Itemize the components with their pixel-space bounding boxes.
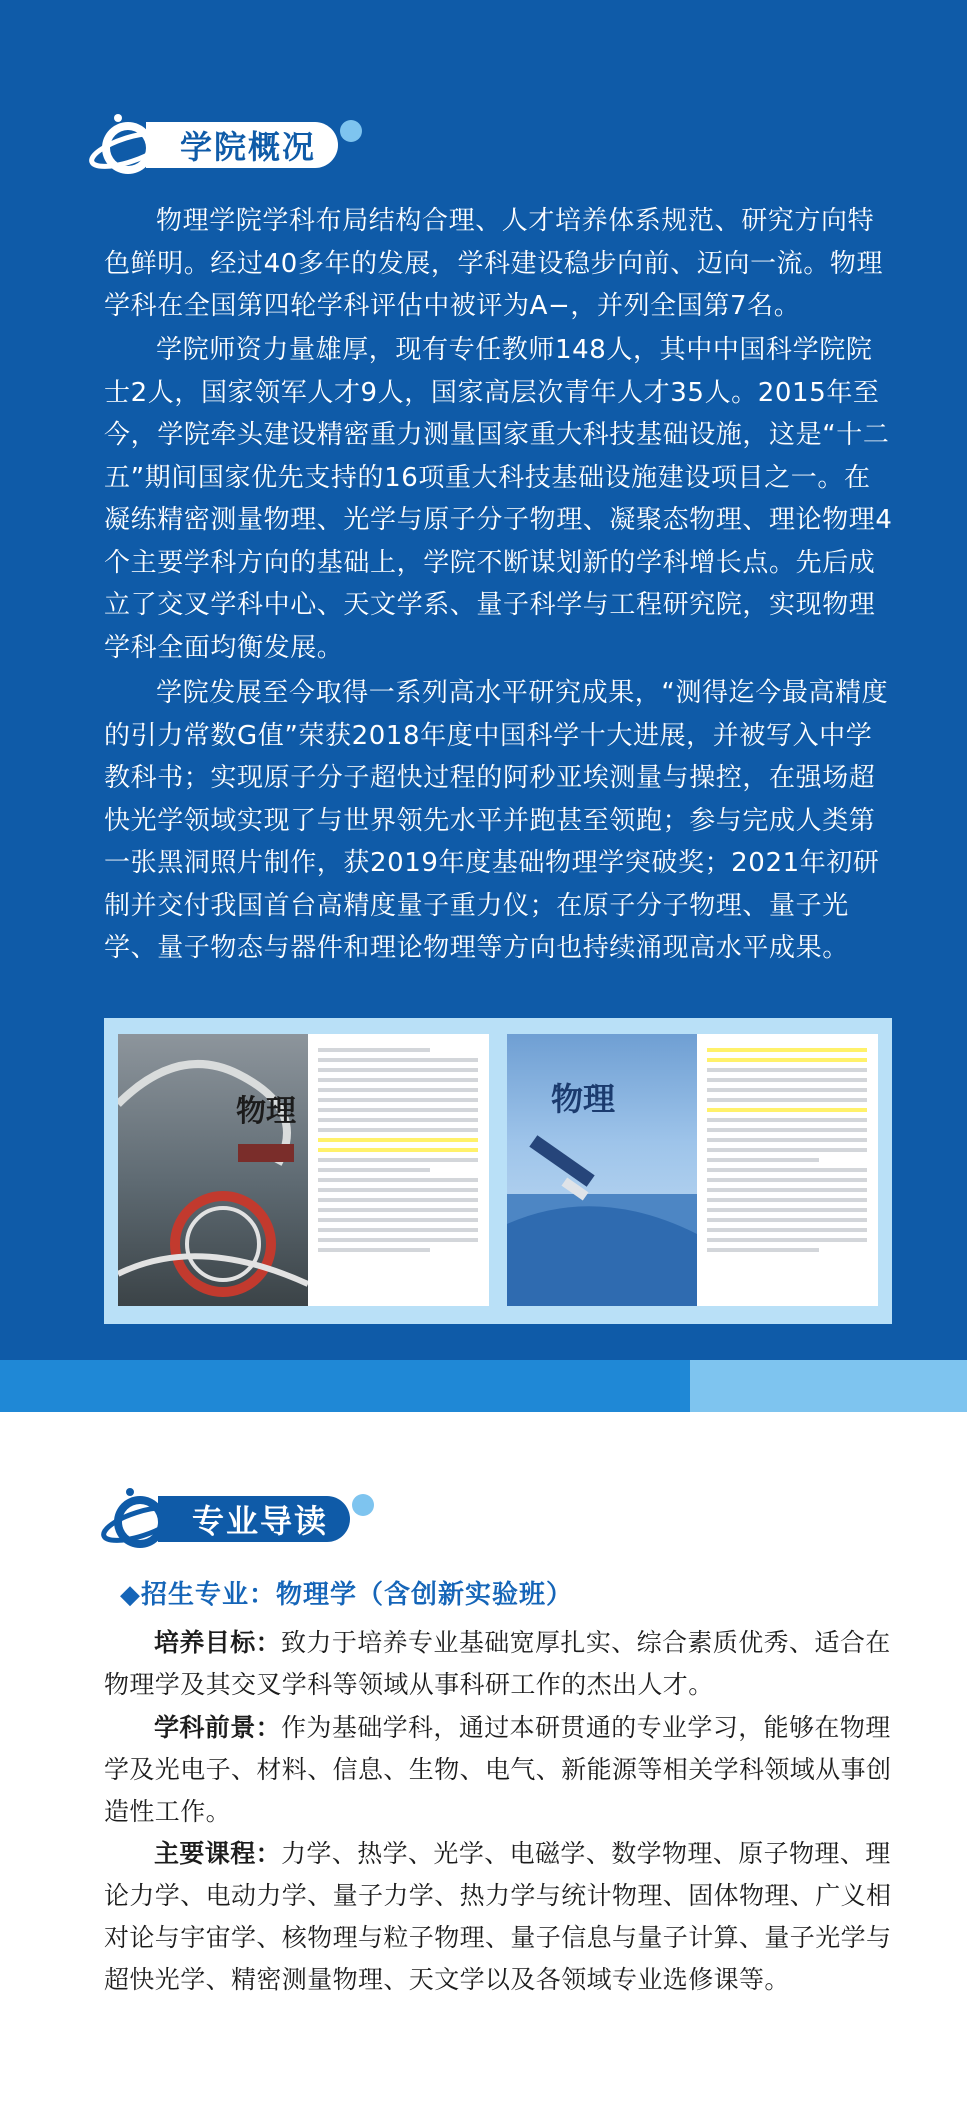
major-item-courses: [104, 1833, 894, 2001]
item-label: 培养目标：: [154, 1628, 282, 1657]
book-page-right: [707, 1048, 867, 1288]
decor-dot: [340, 120, 362, 142]
section-heading-badge-2: [100, 1484, 400, 1544]
item-label: 主要课程：: [154, 1839, 282, 1868]
section-title: 学院概况: [146, 122, 338, 168]
textbook-left: [118, 1034, 489, 1306]
item-text: 致力于培养专业基础宽厚扎实、综合素质优秀、适合在物理学及其交叉学科等领域从事科研工作的杰出人才。: [104, 1628, 891, 1699]
item-label: 学科前景：: [154, 1713, 282, 1742]
item-text: 力学、热学、光学、电磁学、数学物理、原子物理、理论力学、电动力学、量子力学、热力学与统计物理、固体物理、广义相对论与宇宙学、核物理与粒子物理、量子信息与量子计算、量子光学与超快光学、精密测量物理、天文学以及各领域专业选修课等。: [104, 1839, 892, 1994]
item-text: 作为基础学科，通过本研贯通的专业学习，能够在物理学及光电子、材料、信息、生物、电气、新能源等相关学科领域从事创造性工作。: [104, 1713, 892, 1826]
decor-dot: [352, 1494, 374, 1516]
book-cover-right: [507, 1034, 697, 1306]
book-cover-left: [118, 1034, 308, 1306]
major-item-prospect: [104, 1707, 894, 1833]
textbook-right: [507, 1034, 878, 1306]
major-item-goal: [104, 1622, 894, 1706]
intro-paragraph-1: 物理学院学科布局结构合理、人才培养体系规范、研究方向特色鲜明。经过40多年的发展，学科建设稳步向前、迈向一流。物理学科在全国第四轮学科评估中被评为A−，并列全国第7名。: [104, 206, 884, 321]
book-title-right: 物理: [551, 1080, 616, 1118]
book-page-left: [318, 1048, 478, 1288]
intro-paragraph-3: 学院发展至今取得一系列高水平研究成果，“测得迄今最高精度的引力常数G值”荣获2018年度中国科学十大进展，并被写入中学教科书；实现原子分子超快过程的阿秒亚埃测量与操控，在强场超快光学领域实现了与世界领先水平并跑甚至领跑；参与完成人类第一张黑洞照片制作，获2019年度基础物理学突破奖；2021年初研制并交付我国首台高精度量子重力仪；在原子分子物理、量子光学、量子物态与器件和理论物理等方向也持续涌现高水平成果。: [104, 678, 889, 963]
intro-paragraph-2: 学院师资力量雄厚，现有专任教师148人，其中中国科学院院士2人，国家领军人才9人，国家高层次青年人才35人。2015年至今，学院牵头建设精密重力测量国家重大科技基础设施，这是“十二五”期间国家优先支持的16项重大科技基础设施建设项目之一。在凝练精密测量物理、光学与原子分子物理、凝聚态物理、理论物理4个主要学科方向的基础上，学院不断谋划新的学科增长点。先后成立了交叉学科中心、天文学系、量子科学与工程研究院，实现物理学科全面均衡发展。: [104, 335, 893, 663]
major-title: ◆招生专业：物理学（含创新实验班）: [120, 1580, 573, 1610]
book-volume-tag: [238, 1144, 294, 1162]
book-title-left: 物理: [236, 1094, 296, 1129]
divider-strip: [0, 1360, 690, 1412]
section-title-2: 专业导读: [158, 1496, 350, 1542]
rollercoaster-icon: [118, 1034, 308, 1306]
section-heading-badge: [88, 110, 388, 170]
divider-strip-accent: [690, 1360, 967, 1412]
textbook-photo: [104, 1018, 892, 1324]
